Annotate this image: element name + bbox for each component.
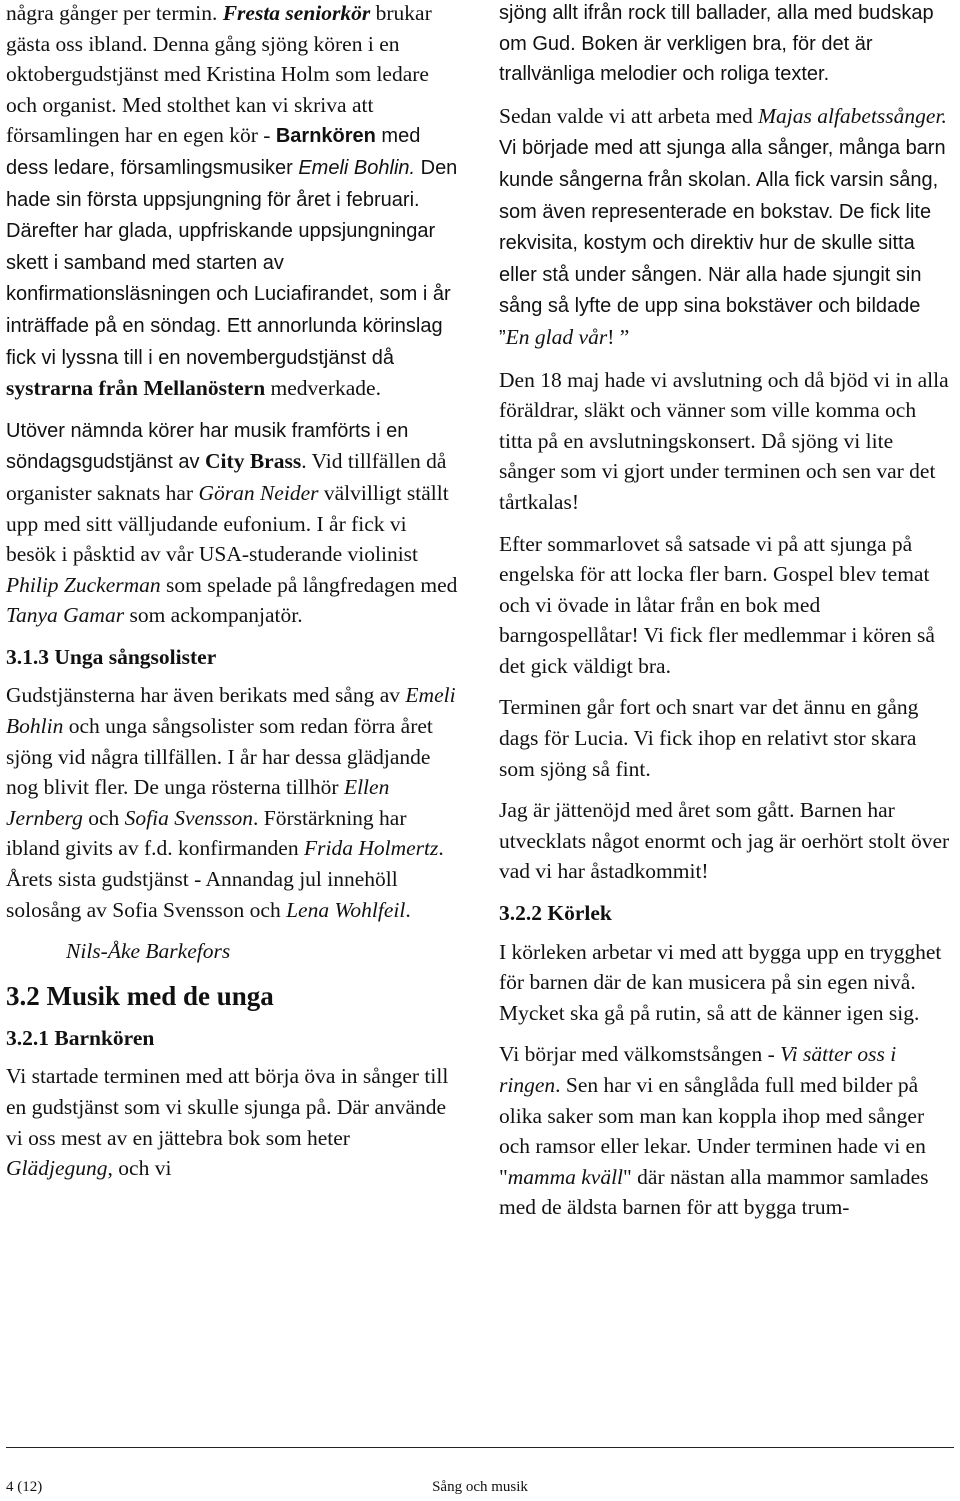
text-run: . Förstärkning har ibland givits av f.d. konfirmanden [6, 805, 407, 861]
paragraph-book-songs: sjöng allt ifrån rock till ballader, alla med budskap om Gud. Boken är verkligen bra, för det är trallvänliga melodier och roliga texter. [499, 2, 934, 86]
text-run: " där nästan alla mammor samlades med de äldsta barnen för att bygga trum- [499, 1164, 929, 1220]
person-name: Philip Zuckerman [6, 572, 161, 597]
paragraph-choirs [6, 0, 458, 404]
text-run: . Årets sista gudstjänst - Annandag jul innehöll solosång av Sofia Svensson och [6, 836, 444, 922]
page-number: 4 (12) [6, 1479, 43, 1495]
person-name: Göran Neider [198, 480, 319, 505]
choir-name-barnkoren: Barnkören [275, 125, 376, 148]
paragraph-welcome-song [499, 1039, 951, 1223]
text-run: ! ” [607, 324, 630, 349]
paragraph-lucia: Terminen går fort och snart var det ännu en gång dags för Lucia. Vi fick ihop en relativt stor skara som sjöng så fint. [499, 695, 919, 781]
text-run: . [405, 897, 411, 922]
text-run: och [82, 805, 125, 830]
text-run: . Vid tillfällen då organister saknats har [6, 449, 447, 505]
text-run: med dess ledare, församlingsmusiker [6, 125, 421, 179]
footer-section-title: Sång och musik [432, 1479, 528, 1495]
person-name: Tanya Gamar [6, 603, 125, 628]
text-run: Utöver nämnda körer har musik framförts i en söndagsgudstjänst av [6, 419, 409, 474]
group-name: City Brass [205, 449, 302, 474]
text-run: som spelade på långfredagen med [160, 572, 458, 597]
text-run: Den hade sin första uppsjungning för året i februari. Därefter har glada, uppfriskande uppsjungningar skett i samband med starten av konfirmationsläsningen och Luciafirandet, som i år inträffade på en söndag. Ett annorlunda körinslag fick vi lyssna till i en novembergudstjänst då [6, 156, 458, 369]
book-title: Glädjegung [6, 1156, 108, 1181]
heading-3-2-2: 3.2.2 Körlek [499, 901, 612, 926]
paragraph-soloists [6, 680, 458, 925]
heading-3-1-3: 3.1.3 Unga sångsolister [6, 644, 217, 669]
person-name: Lena Wohlfeil [286, 897, 406, 922]
paragraph-alphabet-songs [499, 101, 951, 354]
person-name: Frida Holmertz [303, 836, 439, 861]
text-run: några gånger per termin. [6, 1, 223, 25]
heading-3-2-1: 3.2.1 Barnkören [6, 1025, 155, 1050]
person-name: Emeli Bohlin. [298, 156, 416, 179]
footer-divider [6, 1447, 954, 1448]
text-run: välvilligt ställt upp med sitt välljudande eufonium. I år fick vi besök i påsktid av vår USA-studerande violinist [6, 480, 449, 567]
song-collection-title: Majas alfabetssånger. [758, 103, 947, 128]
paragraph-end-of-term: Den 18 maj hade vi avslutning och då bjöd vi in alla föräldrar, släkt och vänner som ville komma och titta på en avslutningskonsert. Då sjöng vi lite sånger som vi gjort under terminen och sen var det tårtkalas! [499, 367, 949, 514]
left-column [6, 0, 458, 1195]
paragraph-gospel: Efter sommarlovet så satsade vi på att sjunga på engelska för att locka fler barn. Gospel blev temat och vi övade in låtar från en bok med barngospellåtar! Vi fick fler medlemmar i kören så det gick väldigt bra. [499, 531, 935, 678]
text-run: . Sen har vi en sånglåda full med bilder på olika saker som man kan koppla ihop med sånger och ramsor eller lekar. Under terminen hade vi en " [499, 1073, 926, 1189]
heading-3-2: 3.2 Musik med de unga [6, 980, 274, 1011]
group-name: systrarna från Mellanöstern [6, 376, 266, 401]
person-name: Sofia Svensson [124, 805, 254, 830]
event-title: mamma kväll [507, 1164, 624, 1189]
text-run: , och vi [107, 1156, 172, 1181]
paragraph-korlek: I körleken arbetar vi med att bygga upp en trygghet för barnen där de kan musicera på sin egen nivå. Mycket ska gå på rutin, så att de känner igen sig. [499, 939, 942, 1025]
person-name: Emeli Bohlin [6, 683, 456, 739]
paragraph-barnkoren-start [6, 1061, 458, 1183]
text-run: Vi börjar med välkomstsången - [499, 1042, 781, 1067]
person-name: Ellen Jernberg [6, 775, 390, 830]
text-run: brukar gästa oss ibland. Denna gång sjöng kören i en oktobergudstjänst med Kristina Holm som ledare och organist. Med stolthet kan vi skriva att församlingen har en egen kör - [6, 1, 432, 148]
choir-name-fresta: Fresta seniorkör [222, 1, 371, 25]
text-run: som ackompanjatör. [124, 603, 303, 628]
text-run: medverkade. [265, 376, 381, 401]
paragraph-other-music [6, 415, 458, 631]
text-run: Vi började med att sjunga alla sånger, många barn kunde sångerna från skolan. Alla fick varsin sång, som även representerade en bokstav. De fick lite rekvisita, kostym och direktiv hur de skulle sitta eller stå under sången. När alla hade sjungit sin sång så lyfte de upp sina bokstäver och bildade ” [499, 137, 946, 349]
text-run: och unga sångsolister som redan förra året sjöng vid några tillfällen. I år har dessa glädjande nog blivit fler. De unga rösterna tillhör [6, 714, 433, 800]
right-column [499, 0, 951, 1234]
text-run: Sedan valde vi att arbeta med [499, 103, 759, 128]
word-title: En glad vår [505, 324, 608, 349]
signature: Nils-Åke Barkefors [66, 939, 231, 964]
song-title: Vi sätter oss i ringen [499, 1042, 897, 1097]
text-run: Vi startade terminen med att börja öva in sånger till en gudstjänst som vi skulle sjunga på. Där använde vi oss mest av en jättebra bok som heter [6, 1064, 449, 1150]
paragraph-satisfied: Jag är jättenöjd med året som gått. Barnen har utvecklats något enormt och jag är oerhört stolt över vad vi har åstadkommit! [499, 798, 950, 884]
text-run: Gudstjänsterna har även berikats med sång av [6, 683, 406, 708]
